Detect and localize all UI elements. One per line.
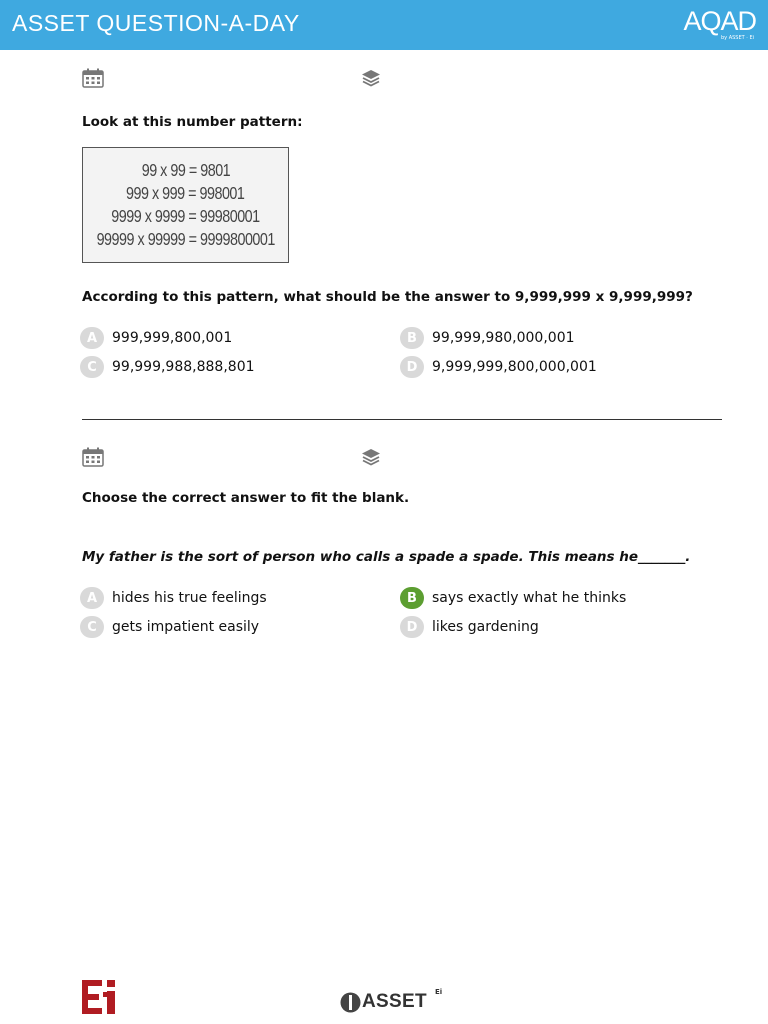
asset-logo: [340, 988, 450, 1018]
asset-logo-icon: [340, 991, 361, 1014]
pattern-line: 9999 x 9999 = 99980001: [111, 206, 260, 226]
question-divider: [82, 419, 722, 420]
option-bubble[interactable]: A: [80, 587, 104, 609]
question-2-intro: Choose the correct answer to fit the blank.: [82, 490, 410, 506]
app-title: ASSET QUESTION-A-DAY: [12, 10, 300, 36]
number-pattern-box: [82, 147, 289, 263]
header-bar: [0, 0, 768, 50]
question-1-icon-row: [82, 68, 382, 88]
pattern-line: 99999 x 99999 = 9999800001: [96, 229, 275, 249]
question-2-option-b[interactable]: [400, 586, 626, 610]
option-text: 99,999,988,888,801: [112, 359, 255, 375]
layers-icon: [360, 447, 382, 467]
option-bubble[interactable]: D: [400, 356, 424, 378]
option-text: gets impatient easily: [112, 619, 260, 635]
calendar-icon: [82, 447, 104, 467]
question-1-option-a[interactable]: [80, 326, 232, 350]
aqad-logo-subtext: by ASSET · Ei: [720, 35, 754, 41]
option-bubble[interactable]: C: [80, 616, 104, 638]
option-text: hides his true feelings: [112, 590, 267, 606]
question-1-option-c[interactable]: [80, 355, 255, 379]
question-2-stem: My father is the sort of person who calls a spade a spade. This means he_______.: [82, 549, 691, 565]
question-1-stem: According to this pattern, what should be the answer to 9,999,999 x 9,999,999?: [82, 289, 693, 305]
aqad-logo-text: AQAD: [683, 6, 756, 36]
question-2-option-d[interactable]: [400, 615, 539, 639]
question-2-option-c[interactable]: [80, 615, 259, 639]
question-2-icon-row: [82, 447, 382, 467]
option-bubble[interactable]: D: [400, 616, 424, 638]
option-text: says exactly what he thinks: [432, 590, 627, 606]
option-bubble-correct[interactable]: B: [400, 587, 424, 609]
option-text: 99,999,980,000,001: [432, 330, 575, 346]
layers-icon: [360, 68, 382, 88]
pattern-line: 99 x 99 = 9801: [141, 160, 230, 180]
question-1-option-b[interactable]: [400, 326, 575, 350]
option-text: 9,999,999,800,000,001: [432, 359, 597, 375]
option-text: 999,999,800,001: [112, 330, 233, 346]
pattern-line: 999 x 999 = 998001: [126, 183, 245, 203]
option-bubble[interactable]: B: [400, 327, 424, 349]
ei-logo: [82, 980, 120, 1014]
question-1-option-d[interactable]: [400, 355, 597, 379]
question-2-option-a[interactable]: [80, 586, 267, 610]
asset-logo-text: ASSET: [362, 991, 427, 1012]
calendar-icon: [82, 68, 104, 88]
question-1-intro: Look at this number pattern:: [82, 114, 303, 130]
aqad-logo: [666, 6, 756, 44]
asset-logo-superscript: Ei: [435, 988, 443, 996]
option-bubble[interactable]: A: [80, 327, 104, 349]
option-bubble[interactable]: C: [80, 356, 104, 378]
option-text: likes gardening: [432, 619, 539, 635]
